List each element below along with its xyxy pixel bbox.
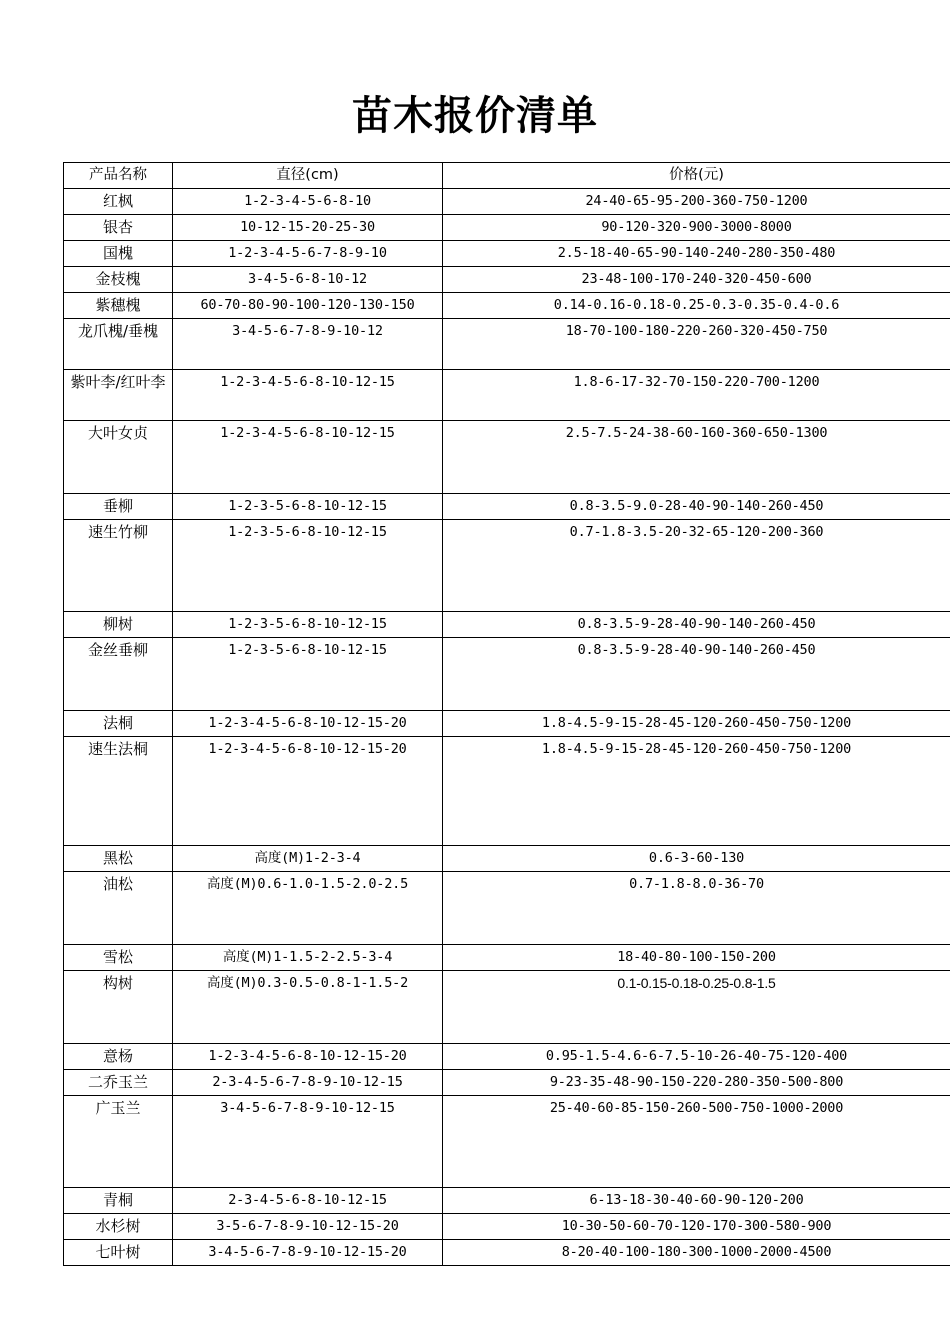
diameter-cell: 1-2-3-5-6-8-10-12-15 — [173, 520, 443, 612]
table-row — [64, 872, 950, 945]
diameter-cell: 1-2-3-4-5-6-8-10-12-15-20 — [173, 737, 443, 846]
product-name-cell: 水杉树 — [64, 1214, 173, 1240]
price-cell: 23-48-100-170-240-320-450-600 — [443, 267, 950, 293]
price-cell: 9-23-35-48-90-150-220-280-350-500-800 — [443, 1070, 950, 1096]
header-diameter: 直径(cm) — [173, 163, 443, 189]
product-name-cell: 金丝垂柳 — [64, 638, 173, 711]
table-row — [64, 1188, 950, 1214]
product-name-cell: 银杏 — [64, 215, 173, 241]
price-cell: 1.8-4.5-9-15-28-45-120-260-450-750-1200 — [443, 737, 950, 846]
product-name-cell: 国槐 — [64, 241, 173, 267]
diameter-cell: 高度(M)0.3-0.5-0.8-1-1.5-2 — [173, 971, 443, 1044]
diameter-cell: 高度(M)1-1.5-2-2.5-3-4 — [173, 945, 443, 971]
price-cell: 90-120-320-900-3000-8000 — [443, 215, 950, 241]
product-name-cell: 紫穗槐 — [64, 293, 173, 319]
diameter-cell: 3-5-6-7-8-9-10-12-15-20 — [173, 1214, 443, 1240]
price-table-body — [64, 163, 950, 1266]
price-table — [63, 162, 950, 1266]
price-cell: 0.14-0.16-0.18-0.25-0.3-0.35-0.4-0.6 — [443, 293, 950, 319]
product-name-cell: 速生法桐 — [64, 737, 173, 846]
price-cell: 1.8-4.5-9-15-28-45-120-260-450-750-1200 — [443, 711, 950, 737]
table-row — [64, 319, 950, 370]
price-cell: 1.8-6-17-32-70-150-220-700-1200 — [443, 370, 950, 421]
price-cell: 18-70-100-180-220-260-320-450-750 — [443, 319, 950, 370]
diameter-cell: 10-12-15-20-25-30 — [173, 215, 443, 241]
price-cell: 6-13-18-30-40-60-90-120-200 — [443, 1188, 950, 1214]
diameter-cell: 1-2-3-5-6-8-10-12-15 — [173, 612, 443, 638]
product-name-cell: 金枝槐 — [64, 267, 173, 293]
table-row — [64, 215, 950, 241]
price-cell: 0.7-1.8-8.0-36-70 — [443, 872, 950, 945]
table-row — [64, 638, 950, 711]
table-row — [64, 612, 950, 638]
header-price: 价格(元) — [443, 163, 950, 189]
table-row — [64, 1044, 950, 1070]
table-row — [64, 846, 950, 872]
diameter-cell: 1-2-3-4-5-6-8-10-12-15-20 — [173, 1044, 443, 1070]
price-cell: 0.8-3.5-9-28-40-90-140-260-450 — [443, 612, 950, 638]
table-row — [64, 945, 950, 971]
table-row — [64, 1096, 950, 1188]
table-row — [64, 421, 950, 494]
product-name-cell: 法桐 — [64, 711, 173, 737]
price-cell: 8-20-40-100-180-300-1000-2000-4500 — [443, 1240, 950, 1266]
diameter-cell: 3-4-5-6-7-8-9-10-12-15 — [173, 1096, 443, 1188]
header-product-name: 产品名称 — [64, 163, 173, 189]
table-row — [64, 711, 950, 737]
product-name-cell: 大叶女贞 — [64, 421, 173, 494]
price-cell: 2.5-18-40-65-90-140-240-280-350-480 — [443, 241, 950, 267]
table-row — [64, 370, 950, 421]
product-name-cell: 速生竹柳 — [64, 520, 173, 612]
diameter-cell: 60-70-80-90-100-120-130-150 — [173, 293, 443, 319]
product-name-cell: 雪松 — [64, 945, 173, 971]
price-cell: 0.6-3-60-130 — [443, 846, 950, 872]
price-cell: 0.8-3.5-9.0-28-40-90-140-260-450 — [443, 494, 950, 520]
diameter-cell: 3-4-5-6-7-8-9-10-12 — [173, 319, 443, 370]
price-cell: 24-40-65-95-200-360-750-1200 — [443, 189, 950, 215]
price-cell: 0.1-0.15-0.18-0.25-0.8-1.5 — [443, 971, 950, 1044]
product-name-cell: 二乔玉兰 — [64, 1070, 173, 1096]
product-name-cell: 构树 — [64, 971, 173, 1044]
diameter-cell: 1-2-3-4-5-6-8-10-12-15-20 — [173, 711, 443, 737]
price-cell: 18-40-80-100-150-200 — [443, 945, 950, 971]
price-cell: 0.7-1.8-3.5-20-32-65-120-200-360 — [443, 520, 950, 612]
price-cell: 25-40-60-85-150-260-500-750-1000-2000 — [443, 1096, 950, 1188]
table-row — [64, 189, 950, 215]
diameter-cell: 2-3-4-5-6-8-10-12-15 — [173, 1188, 443, 1214]
product-name-cell: 意杨 — [64, 1044, 173, 1070]
table-row — [64, 737, 950, 846]
table-row — [64, 293, 950, 319]
product-name-cell: 青桐 — [64, 1188, 173, 1214]
diameter-cell: 2-3-4-5-6-7-8-9-10-12-15 — [173, 1070, 443, 1096]
table-header-row — [64, 163, 950, 189]
product-name-cell: 七叶树 — [64, 1240, 173, 1266]
product-name-cell: 广玉兰 — [64, 1096, 173, 1188]
product-name-cell: 柳树 — [64, 612, 173, 638]
product-name-cell: 龙爪槐/垂槐 — [64, 319, 173, 370]
diameter-cell: 1-2-3-4-5-6-8-10-12-15 — [173, 421, 443, 494]
table-row — [64, 1070, 950, 1096]
table-row — [64, 520, 950, 612]
diameter-cell: 1-2-3-5-6-8-10-12-15 — [173, 494, 443, 520]
product-name-cell: 垂柳 — [64, 494, 173, 520]
diameter-cell: 1-2-3-4-5-6-8-10-12-15 — [173, 370, 443, 421]
price-cell: 0.8-3.5-9-28-40-90-140-260-450 — [443, 638, 950, 711]
product-name-cell: 红枫 — [64, 189, 173, 215]
diameter-cell: 1-2-3-4-5-6-8-10 — [173, 189, 443, 215]
price-cell: 10-30-50-60-70-120-170-300-580-900 — [443, 1214, 950, 1240]
diameter-cell: 1-2-3-5-6-8-10-12-15 — [173, 638, 443, 711]
table-row — [64, 267, 950, 293]
price-cell: 0.95-1.5-4.6-6-7.5-10-26-40-75-120-400 — [443, 1044, 950, 1070]
table-row — [64, 1240, 950, 1266]
diameter-cell: 高度(M)1-2-3-4 — [173, 846, 443, 872]
diameter-cell: 3-4-5-6-8-10-12 — [173, 267, 443, 293]
table-row — [64, 1214, 950, 1240]
product-name-cell: 黑松 — [64, 846, 173, 872]
diameter-cell: 高度(M)0.6-1.0-1.5-2.0-2.5 — [173, 872, 443, 945]
page-title: 苗木报价清单 — [352, 93, 598, 139]
table-row — [64, 241, 950, 267]
diameter-cell: 1-2-3-4-5-6-7-8-9-10 — [173, 241, 443, 267]
product-name-cell: 紫叶李/红叶李 — [64, 370, 173, 421]
diameter-cell: 3-4-5-6-7-8-9-10-12-15-20 — [173, 1240, 443, 1266]
product-name-cell: 油松 — [64, 872, 173, 945]
table-row — [64, 494, 950, 520]
table-row — [64, 971, 950, 1044]
price-cell: 2.5-7.5-24-38-60-160-360-650-1300 — [443, 421, 950, 494]
